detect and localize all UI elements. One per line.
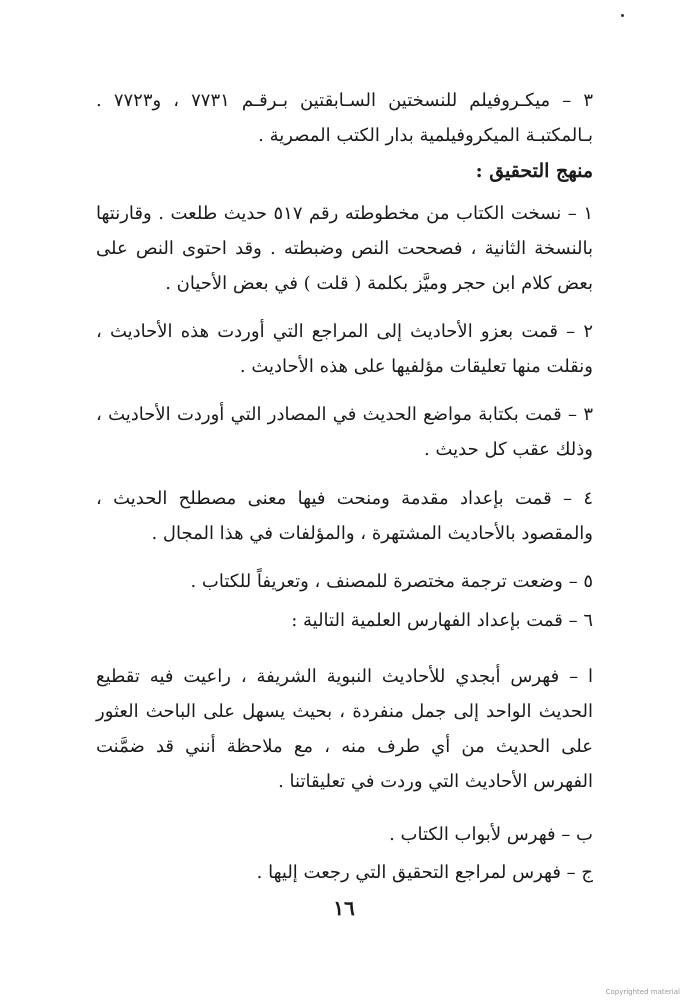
paragraph-index-a: ا – فهرس أبجدي للأحاديث النبوية الشريفة ، راعيت فيه تقطيع الحديث الواحد إلى جمل منفردة ، بحيث يسهل على الباحث العثور على الحديث من أي طرف منه ، مع ملاحظة أنني قد ضمَّنت الفهرس الأحاديث التي وردت في تعليقاتنا . <box>96 666 593 792</box>
section-heading: منهج التحقيق : <box>475 160 593 182</box>
page-number: ١٦ <box>333 896 355 920</box>
paragraph-1: ١ – نسخت الكتاب من مخطوطته رقم ٥١٧ حديث طلعت . وقارنتها بالنسخة الثانية ، فصححت النص وضبطته . وقد احتوى النص على بعض كلام ابن حجر وميَّز بكلمة ( قلت ) في بعض الأحيان . <box>96 203 593 294</box>
paragraph-index-b: ب – فهرس لأبواب الكتاب . <box>389 824 593 845</box>
copyright-watermark: Copyrighted material <box>605 988 680 996</box>
paragraph-4: ٤ – قمت بإعداد مقدمة ومنحت فيها معنى مصطلح الحديث ، والمقصود بالأحاديث المشتهرة ، والمؤلفات في هذا المجال . <box>96 488 593 544</box>
paragraph-2: ٢ – قمت بعزو الأحاديث إلى المراجع التي أوردت هذه الأحاديث ، ونقلت منها تعليقات مؤلفيها على هذه الأحاديث . <box>96 321 593 377</box>
paragraph-6: ٦ – قمت بإعداد الفهارس العلمية التالية : <box>291 610 593 631</box>
corner-speck <box>621 14 624 17</box>
paragraph-microfilm: ٣ – ميكـروفيلم للنسختين السـابقتين بـرقـم ٧٧٣١ ، و٧٧٢٣ . بـالمكتبـة الميكروفيلمية بدار الكتب المصرية . <box>96 90 593 146</box>
paragraph-5: ٥ – وضعت ترجمة مختصرة للمصنف ، وتعريفاً للكتاب . <box>190 571 593 592</box>
paragraph-3: ٣ – قمت بكتابة مواضع الحديث في المصادر التي أوردت الأحاديث ، وذلك عقب كل حديث . <box>96 404 593 460</box>
paragraph-index-c: ج – فهرس لمراجع التحقيق التي رجعت إليها . <box>256 862 593 883</box>
